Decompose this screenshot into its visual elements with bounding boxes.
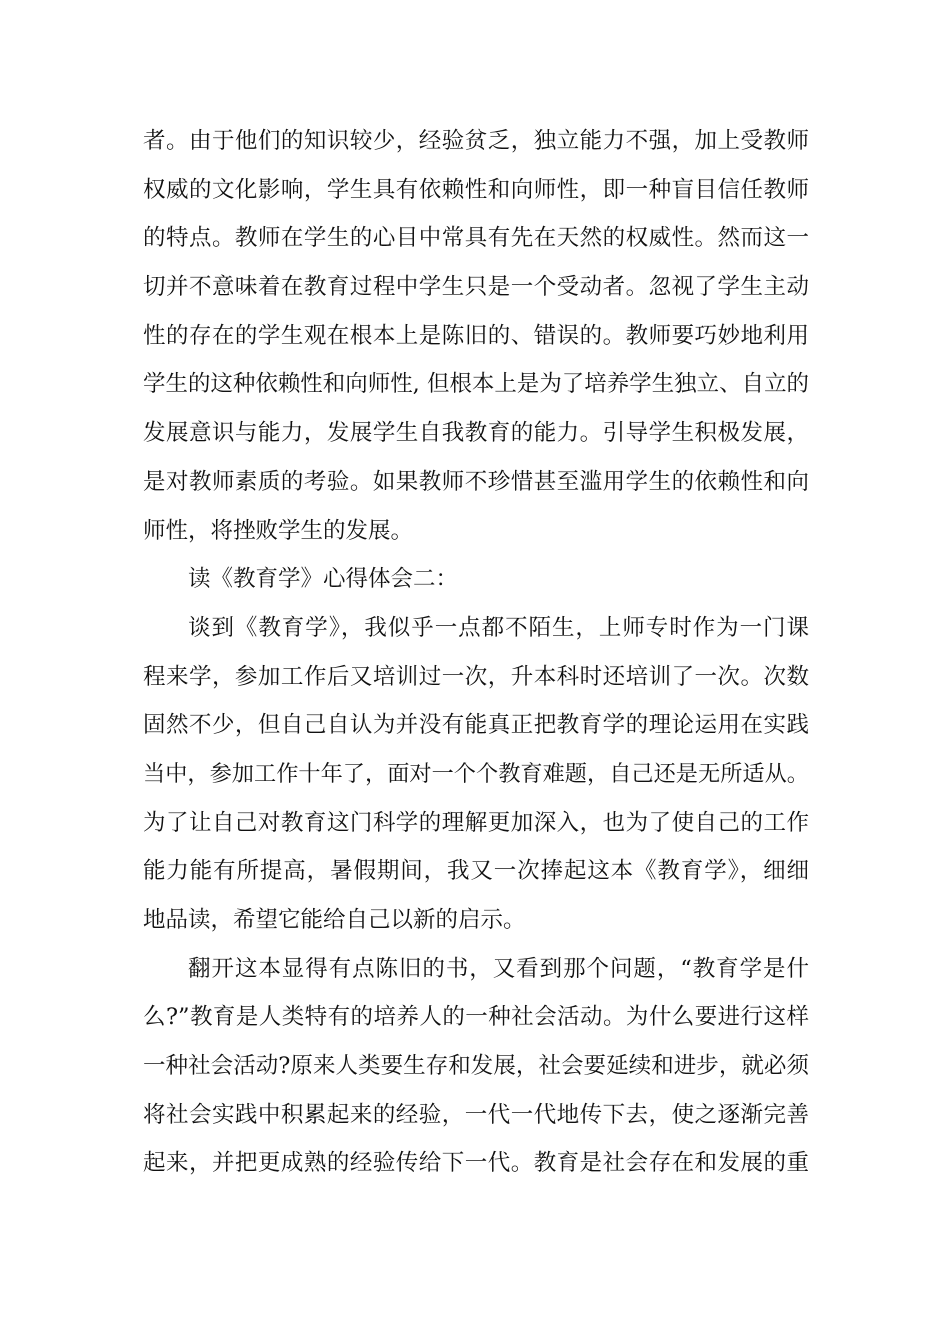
- text-line-content: 程来学，参加工作后又培训过一次，升本科时还培训了一次。次数: [143, 663, 809, 690]
- text-line: [143, 1139, 823, 1188]
- text-line: [143, 409, 823, 458]
- text-line: [143, 653, 823, 702]
- text-line-content: 么?”教育是人类特有的培养人的一种社会活动。为什么要进行这样: [143, 1004, 809, 1031]
- text-line-content: 谈到《教育学》，我似乎一点都不陌生，上师专时作为一门课: [188, 614, 809, 641]
- text-line-content: 学生的这种依赖性和向师性, 但根本上是为了培养学生独立、自立的: [143, 371, 809, 398]
- text-line: [143, 458, 823, 507]
- text-line-content: 发展意识与能力，发展学生自我教育的能力。引导学生积极发展，: [143, 420, 809, 447]
- text-line: [143, 360, 823, 409]
- text-line: [143, 507, 823, 556]
- text-line-content: 师性，将挫败学生的发展。: [143, 517, 414, 544]
- text-line: [143, 1091, 823, 1140]
- text-line: [143, 896, 823, 945]
- text-line-content: 一种社会活动?原来人类要生存和发展，社会要延续和进步，就必须: [143, 1053, 809, 1080]
- text-line-content: 地品读，希望它能给自己以新的启示。: [143, 907, 526, 933]
- text-line-content: 固然不少，但自己自认为并没有能真正把教育学的理论运用在实践: [143, 712, 809, 739]
- text-line-content: 能力能有所提高，暑假期间，我又一次捧起这本《教育学》，细细: [143, 858, 809, 885]
- text-line: [143, 1042, 823, 1091]
- text-line-content: 是对教师素质的考验。如果教师不珍惜甚至滥用学生的依赖性和向: [143, 468, 809, 495]
- text-line-content: 读《教育学》心得体会二：: [188, 566, 459, 593]
- text-line: [143, 799, 823, 848]
- text-line-content: 翻开这本显得有点陈旧的书，又看到那个问题，“教育学是什: [188, 955, 809, 982]
- text-line-content: 者。由于他们的知识较少，经验贫乏，独立能力不强，加上受教师: [143, 128, 809, 154]
- text-line: [143, 750, 823, 799]
- text-line: [143, 263, 823, 312]
- text-line-content: 起来，并把更成熟的经验传给下一代。教育是社会存在和发展的重: [143, 1150, 809, 1177]
- text-line: [143, 117, 823, 166]
- text-line: [143, 701, 823, 750]
- text-line: [143, 555, 823, 604]
- text-line-content: 的特点。教师在学生的心目中常具有先在天然的权威性。然而这一: [143, 225, 809, 252]
- text-line-content: 为了让自己对教育这门科学的理解更加深入，也为了使自己的工作: [143, 809, 809, 836]
- text-line: [143, 945, 823, 994]
- text-line-content: 将社会实践中积累起来的经验，一代一代地传下去，使之逐渐完善: [143, 1101, 809, 1128]
- text-line: [143, 993, 823, 1042]
- text-line-content: 权威的文化影响，学生具有依赖性和向师性，即一种盲目信任教师: [143, 176, 809, 203]
- text-line: [143, 604, 823, 653]
- text-line-content: 性的存在的学生观在根本上是陈旧的、错误的。教师要巧妙地利用: [143, 322, 809, 349]
- text-line: [143, 312, 823, 361]
- text-line: [143, 166, 823, 215]
- text-line-content: 切并不意味着在教育过程中学生只是一个受动者。忽视了学生主动: [143, 274, 809, 301]
- text-line-content: 当中，参加工作十年了，面对一个个教育难题，自己还是无所适从。: [143, 760, 809, 787]
- text-line: [143, 847, 823, 896]
- body-text: [143, 117, 823, 1188]
- text-line: [143, 214, 823, 263]
